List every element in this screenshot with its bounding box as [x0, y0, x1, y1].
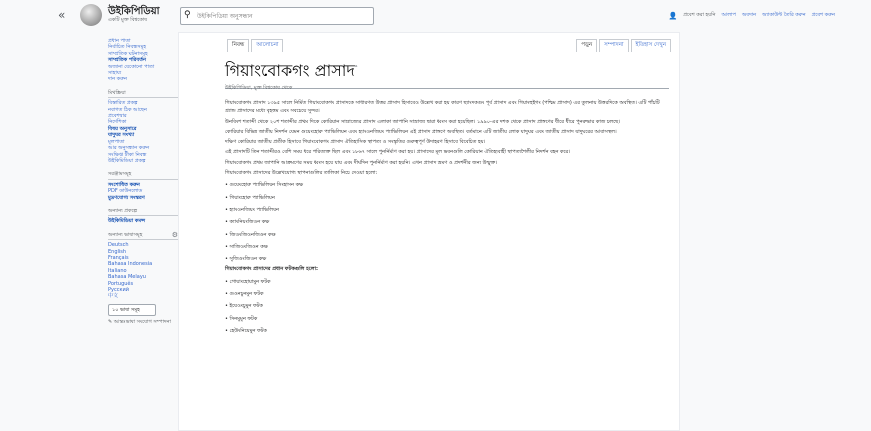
- search-box[interactable]: [180, 7, 374, 25]
- article-paragraph: গিয়াংবোকগং প্রাসাদের উল্লেখযোগ্য স্থাপনাগুলির তালিকা নিচে দেওয়া হলো:: [225, 170, 378, 177]
- language-link[interactable]: Bahasa Indonesia: [108, 261, 153, 268]
- article-paragraph: গিয়াংবোকগং প্রথম জাপানি আক্রমণের সময় ধ্বংস হয়ে যায় এবং দীর্ঘদিন পুনর্নির্মাণ করা হয়নি। এখন প্রাসাদ ভ্রমণ ও প্রদর্শনীর জন্য উন্মুক্ত।: [225, 159, 498, 166]
- sidebar-item[interactable]: মূলপাতা: [108, 138, 125, 145]
- content-area: [178, 32, 680, 431]
- search-input[interactable]: [197, 10, 367, 22]
- sidebar-heading-interaction: মিথস্ক্রিয়া: [108, 90, 178, 98]
- sidebar-item-featured[interactable]: নির্বাচিত নিবন্ধসমূহ: [108, 44, 146, 51]
- list-item: • জিওংজিওনজিওন কক্ষ: [225, 229, 671, 241]
- sidebar-item[interactable]: আর অনুসন্ধান করুন: [108, 145, 150, 152]
- page-subtitle: উইকিপিডিয়া, মুক্ত বিশ্বকোষ থেকে: [225, 85, 293, 91]
- language-link[interactable]: Français: [108, 254, 129, 261]
- sidebar-item[interactable]: বিস্তারিত প্রকল্প: [108, 100, 138, 107]
- not-logged-in-label: প্রবেশ করা হয়নি: [683, 12, 716, 18]
- list-item: • গুওনচুনমুন ফটক: [225, 288, 671, 300]
- sidebar-item-edit[interactable]: সংশোধিত করুন: [108, 181, 140, 188]
- buildings-list: [225, 179, 671, 265]
- language-link[interactable]: 中文: [108, 293, 119, 300]
- sidebar-item[interactable]: সংক্ষিপ্ত টীকা নিবন্ধ: [108, 151, 147, 158]
- sidebar-heading-languages: [108, 232, 178, 240]
- sidebar-item[interactable]: উইকিমিডিয়া প্রকল্প: [108, 157, 146, 164]
- namespace-tabs: [227, 39, 283, 52]
- tab-edit[interactable]: সম্পাদনা: [599, 39, 628, 52]
- language-link[interactable]: Português: [108, 280, 134, 287]
- sidebar-item-help[interactable]: সাহায্য: [108, 70, 122, 77]
- list-item: • গোয়াংহোয়ামুন ফটক: [225, 276, 671, 288]
- article-paragraph: এই প্রাসাদটি তিন শতাব্দীরও বেশি সময় ধরে পরিত্যক্ত ছিল এবং ১৮৬৭ সালে পুনর্নির্মাণ করা হয়। প্রাসাদের মূল ভবনগুলি কোরিয়ান ঐতিহ্যবাহী স্থাপত্যশৈলীর নিদর্শন বহন করে।: [225, 149, 571, 156]
- sidebar-item[interactable]: প্রবেশদ্বার: [108, 113, 127, 120]
- sidebar-item-random[interactable]: অজানা যেকোনো পাতা: [108, 63, 155, 70]
- article-paragraph: গিয়াংবোকগং প্রাসাদ ১৩৯৫ সালে নির্মিত গিয়াংবোকগং প্রাসাদকে সাধারণত উত্তর প্রাসাদ হিসাবেও উল্লেখ করা হয় কারণ ছ্যাংদকগুং পূর্ব প্রাসাদ এবং গিয়াংহুইগং (পশ্চিম প্রাসাদ) এর তুলনায় উত্তরদিকে অবস্থিত। এটি পাঁচটি গ্র্যান্ড প্রাসাদের মধ্যে বৃহত্তম এবং সবচেয়ে সুন্দর।: [225, 100, 660, 115]
- article-body: [225, 99, 671, 337]
- list-item: • সিনমুমুন ফটক: [225, 313, 671, 325]
- collapse-sidebar-icon[interactable]: «: [58, 8, 66, 22]
- user-links: [668, 12, 835, 20]
- sidebar-item-commons[interactable]: উইকিমিডিয়া কমন্স: [108, 218, 146, 225]
- article-paragraph: দক্ষিণ কোরিয়ার জাতীয় প্রতীক হিসাবে গিয়াংবোকগং প্রাসাদ ঐতিহাসিক স্থাপত্য ও সংস্কৃতির গুরুত্বপূর্ণ উদাহরণ হিসাবে বিবেচিত হয়।: [225, 139, 486, 146]
- list-item: • ক্যাংনিয়ংজিওন কক্ষ: [225, 216, 671, 228]
- sidebar-item-print[interactable]: মুদ্রণযোগ্য সংস্করণ: [108, 194, 145, 201]
- sidebar-item[interactable]: বিষয় অনুসারে: [108, 125, 137, 132]
- sidebar-item-donate[interactable]: দান করুন: [108, 76, 127, 83]
- list-item: • হ্যাংওনজিয়ং প্যাভিলিয়ন: [225, 204, 671, 216]
- wikipedia-logo[interactable]: [80, 4, 102, 26]
- language-link[interactable]: Deutsch: [108, 242, 129, 249]
- sidebar-item[interactable]: যাদুঘর সংখ্যা: [108, 132, 135, 139]
- language-link[interactable]: Italiano: [108, 267, 127, 274]
- language-link[interactable]: Bahasa Melayu: [108, 274, 146, 281]
- create-account-link[interactable]: অ্যাকাউন্ট তৈরি করুন: [762, 12, 806, 18]
- sidebar-item-recent-changes[interactable]: সাম্প্রতিক পরিবর্তন: [108, 57, 146, 64]
- tab-talk[interactable]: আলোচনা: [251, 39, 283, 52]
- list-item: • গুয়েংহোরু প্যাভিলিয়ন সিংহাসন কক্ষ: [225, 179, 671, 191]
- site-name[interactable]: উইকিপিডিয়া: [108, 6, 160, 17]
- search-icon: ⚲: [184, 10, 191, 20]
- sidebar-item[interactable]: নবাগত ঠিক আছেন: [108, 106, 147, 113]
- sidebar-item-pdf[interactable]: PDF ডাউনলোড: [108, 188, 143, 195]
- edit-interlanguage-links[interactable]: ✎ আন্তঃভাষা সংযোগ সম্পাদনা: [108, 318, 171, 325]
- gear-icon[interactable]: ⚙: [171, 230, 178, 239]
- list-item: • ইয়েওংচুমুন ফটক: [225, 300, 671, 312]
- section-heading: গিয়াংবোকগং প্রাসাদের প্রধান ফটকগুলি হলো:: [225, 266, 318, 273]
- sidebar: [108, 38, 178, 325]
- tab-article[interactable]: নিবন্ধ: [227, 39, 249, 52]
- sidebar-item-current-events[interactable]: সাম্প্রতিক ঘটনাসমূহ: [108, 50, 148, 57]
- sidebar-heading-projects: অন্যান্য প্রকল্পে: [108, 208, 178, 216]
- tab-history[interactable]: ইতিহাস দেখুন: [631, 39, 671, 52]
- header: [0, 0, 871, 32]
- sidebar-heading-tools: সরঞ্জামসমূহ: [108, 171, 178, 179]
- language-link[interactable]: English: [108, 248, 127, 255]
- languages-button[interactable]: ১০ ভাষা সমূহ: [108, 304, 156, 316]
- list-item: • সাজিওংজিওন কক্ষ: [225, 241, 671, 253]
- title-mark: ᵃ: [354, 63, 358, 72]
- tab-read[interactable]: পড়ুন: [576, 39, 597, 52]
- article-paragraph: কোরিয়ার বিভিন্ন জাতীয় নিদর্শন যেমন গুয়েংহোরু প্যাভিলিয়ন এবং হ্যাংওনজিয়ং প্যাভিলিয়ন এই প্রাসাদ প্রাঙ্গণে অবস্থিত। বর্তমানে এটি জাতীয় লোক যাদুঘর এবং জাতীয় প্রাসাদ যাদুঘরের আবাসস্থল।: [225, 128, 617, 135]
- language-link[interactable]: Русский: [108, 287, 129, 293]
- view-tabs: [576, 39, 671, 52]
- list-item: • হেউংনিয়েমুন ফটক: [225, 325, 671, 337]
- site-tagline: একটি মুক্ত বিশ্বকোষ: [108, 17, 148, 23]
- contributions-link[interactable]: অবদান: [741, 12, 757, 18]
- login-link[interactable]: প্রবেশ করুন: [811, 12, 835, 18]
- user-icon: 👤: [668, 12, 678, 20]
- sidebar-item-main-page[interactable]: প্রধান পাতা: [108, 38, 131, 44]
- languages-heading-label: অন্যান্য ভাষাসমূহ: [108, 231, 143, 238]
- list-item: • সুজিওংজিওন কক্ষ: [225, 253, 671, 265]
- sidebar-item[interactable]: নির্দেশিকা: [108, 119, 127, 126]
- article-paragraph: উনবিংশ শতাব্দী থেকে ২০শ শতাব্দীর প্রথম দিকে কোরিয়ান সাম্রাজ্যের প্রাসাদ এলাকা জাপানি সাম্রাজ্য দ্বারা ধ্বংস করা হয়েছিল। ১৯৯০-এর দশক থেকে প্রাসাদ প্রাঙ্গণের ধীরে ধীরে পুনরুদ্ধার কাজ চলছে।: [225, 118, 621, 125]
- list-item: • গিয়াংহোরু প্যাভিলিয়ন: [225, 192, 671, 204]
- talk-link[interactable]: আলাপ: [721, 12, 736, 18]
- page-title-text: গিয়াংবোকগং প্রাসাদ: [225, 61, 355, 80]
- gates-list: [225, 276, 671, 337]
